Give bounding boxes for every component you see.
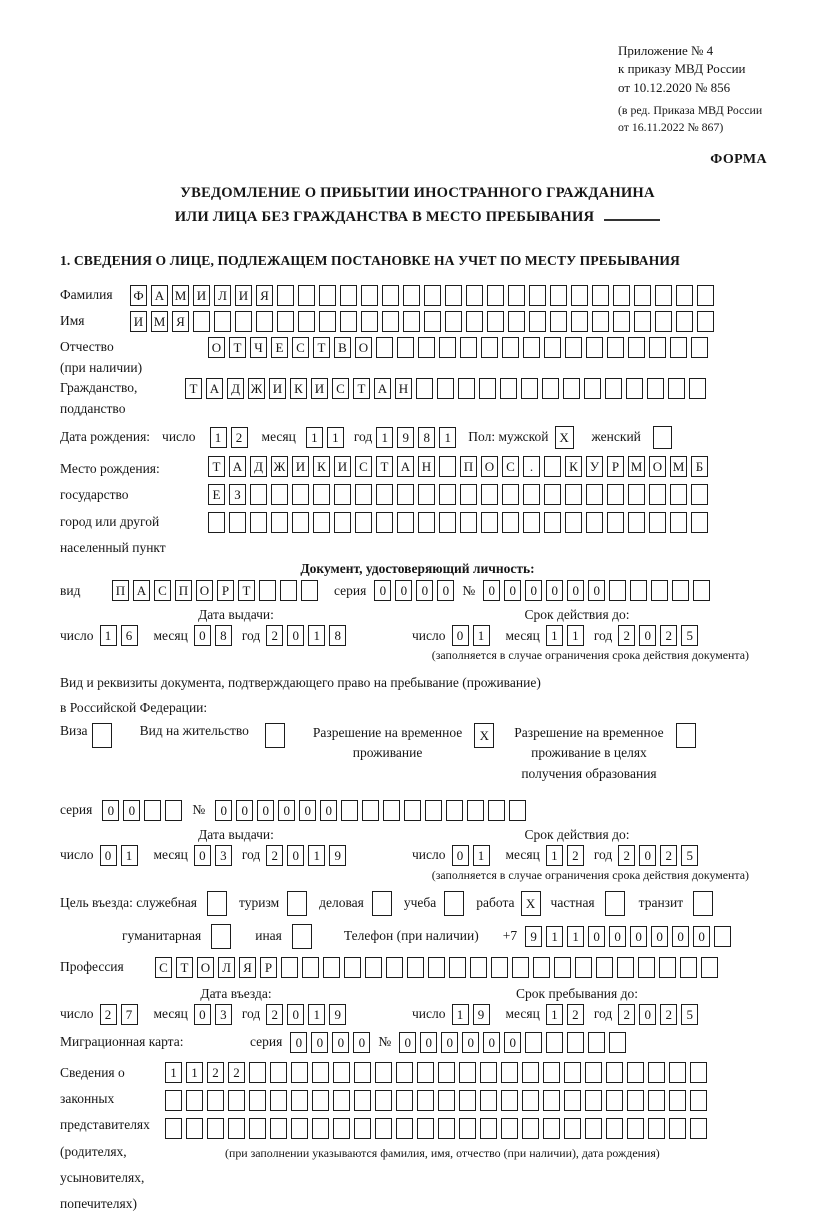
purpose-private-label: частная [550,895,595,911]
id-document-header: Документ, удостоверяющий личность: [300,561,535,577]
name-cells: И М Я [130,311,718,332]
day-label: число [412,627,446,643]
residence-permit-checkbox [265,723,289,748]
day-label: число [162,429,196,445]
purpose-private-checkbox [605,891,629,916]
entry-year-cells: 2 0 1 9 [266,1004,350,1025]
entry-month-cells: 0 3 [194,1004,236,1025]
purpose-transit-checkbox [693,891,717,916]
month-label: месяц [505,627,540,643]
doc-type-cells: П А С П О Р Т [112,580,322,601]
form-title-line2: ИЛИ ЛИЦА БЕЗ ГРАЖДАНСТВА В МЕСТО ПРЕБЫВАНИЯ [60,206,775,229]
purpose-study-checkbox [444,891,468,916]
day-label: число [412,1006,446,1022]
doc-validity-note: (заполняется в случае ограничения срока действия документа) [431,648,749,663]
sex-female-checkbox [653,426,676,449]
day-label: число [60,627,94,643]
birthplace-state-label: государство [60,487,129,503]
purpose-work-checkbox: X [521,891,545,916]
surname-label: Фамилия [60,287,113,303]
year-label: год [241,1006,261,1022]
representatives-label-line: (родителях, [60,1143,127,1159]
permit-issue-day-cells: 0 1 [100,845,142,866]
purpose-business-checkbox [372,891,396,916]
form-title [60,182,775,229]
representatives-note: (при заполнении указываются фамилия, имя, отчество (при наличии), дата рождения) [225,1145,660,1160]
patronymic-cells: О Т Ч Е С Т В О [208,337,712,358]
purpose-official-checkbox [207,891,231,916]
regulation-amendment-line: от 16.11.2022 № 867) [618,120,724,135]
permit-paragraph-line1: Вид и реквизиты документа, подтверждающего право на пребывание (проживание) [60,675,541,691]
sex-male-checkbox: X [555,426,578,449]
citizenship-cells: Т А Д Ж И К И С Т А Н [185,378,710,399]
permit-issue-month-cells: 0 3 [194,845,236,866]
purpose-work-label: работа [476,895,515,911]
representatives-label-line: законных [60,1091,115,1107]
name-label: Имя [60,313,85,329]
stay-year-cells: 2 0 2 5 [618,1004,702,1025]
permit-number-cells: 0 0 0 0 0 0 [215,800,530,821]
day-label: число [412,847,446,863]
birthplace-row1-cells: Т А Д Ж И К И С Т А Н П О С . К У Р М О М Б [208,456,712,477]
birthplace-row3-cells [208,512,712,533]
month-label: месяц [153,847,188,863]
month-label: месяц [153,1006,188,1022]
purpose-tourism-checkbox [287,891,311,916]
regulation-line: к приказу МВД России [618,61,746,77]
doc-issue-year-cells: 2 0 1 8 [266,625,350,646]
form-label: ФОРМА [710,152,767,168]
month-label: месяц [261,429,296,445]
permit-paragraph [60,671,775,721]
representatives-label-line: Сведения о [60,1064,125,1080]
year-label: год [593,1006,613,1022]
permit-exp-month-cells: 1 2 [546,845,588,866]
permit-exp-year-cells: 2 0 2 5 [618,845,702,866]
stay-month-cells: 1 2 [546,1004,588,1025]
title-blank-underline [604,207,660,221]
migcard-series-cells: 0 0 0 0 [290,1032,374,1053]
doc-kind-label: вид [60,582,81,598]
permit-issue-year-cells: 2 0 1 9 [266,845,350,866]
purpose-study-label: учеба [403,895,437,911]
doc-series-cells: 0 0 0 0 [374,580,458,601]
temp-residence-checkbox: X [474,723,498,748]
representatives-label-line: представителях [60,1117,150,1133]
visa-label: Виза [60,723,88,739]
phone-cells: 9 1 1 0 0 0 0 0 0 [525,926,735,947]
month-label: месяц [505,1006,540,1022]
month-label: месяц [505,847,540,863]
temp-residence-education-checkbox [676,723,700,748]
citizenship-label2: подданство [60,400,126,416]
regulation-header [618,42,838,136]
purpose-other-checkbox [292,924,316,949]
permit-number-label: № [192,802,206,818]
year-label: год [353,429,373,445]
doc-issue-month-cells: 0 8 [194,625,236,646]
doc-exp-year-cells: 2 0 2 5 [618,625,702,646]
purpose-other-label: иная [255,928,282,944]
permit-validity-note: (заполняется в случае ограничения срока действия документа) [431,867,749,882]
permit-paragraph-line2: в Российской Федерации: [60,700,208,716]
temp-residence-label: Разрешение на временное проживание [312,725,463,761]
stay-day-cells: 1 9 [452,1004,494,1025]
birthplace-row2-cells: Е З [208,484,712,505]
profession-cells: С Т О Л Я Р [155,957,722,978]
migcard-number-label: № [378,1034,392,1050]
day-label: число [60,1006,94,1022]
purpose-business-label: деловая [319,895,364,911]
birthplace-label-block [60,456,208,561]
birthplace-label: Место рождения: [60,460,160,476]
year-label: год [241,627,261,643]
representatives-label-line: попечителях) [60,1196,137,1212]
birthplace-city-label: город или другой [60,513,160,529]
doc-number-label: № [462,582,476,598]
doc-valid-until-label: Срок действия до: [524,607,630,623]
entry-purpose-label: Цель въезда: служебная [60,895,197,911]
doc-exp-month-cells: 1 1 [546,625,588,646]
birthplace-settlement-label: населенный пункт [60,539,166,555]
representatives-row2-cells [165,1090,711,1111]
temp-residence-education-label: Разрешение на временное проживание в целях получения образования [514,725,664,781]
phone-prefix: +7 [502,928,518,944]
birthplace-cell-rows [208,456,712,540]
stay-until-label: Срок пребывания до: [516,985,638,1001]
patronymic-label: Отчество [60,339,114,355]
permit-exp-day-cells: 0 1 [452,845,494,866]
visa-checkbox [92,723,116,748]
citizenship-label: Гражданство, [60,380,138,396]
form-title-line1: УВЕДОМЛЕНИЕ О ПРИБЫТИИ ИНОСТРАННОГО ГРАЖДАНИНА [180,185,655,202]
day-label: число [60,847,94,863]
purpose-transit-label: транзит [638,895,684,911]
permit-issue-date-label: Дата выдачи: [198,826,274,842]
representatives-cell-block [165,1060,711,1161]
birth-month-cells: 1 1 [306,427,348,448]
month-label: месяц [153,627,188,643]
sex-female-label: женский [591,429,641,445]
purpose-tourism-label: туризм [239,895,280,911]
year-label: год [593,627,613,643]
entry-day-cells: 2 7 [100,1004,142,1025]
purpose-humanitarian-checkbox [211,924,235,949]
sex-male-label: Пол: мужской [468,429,549,445]
regulation-amendment-line: (в ред. Приказа МВД России [618,103,763,118]
migcard-series-label: серия [250,1034,283,1050]
representatives-row1-cells: 1 1 2 2 [165,1062,711,1083]
doc-issue-date-label: Дата выдачи: [198,607,274,623]
migration-card-label: Миграционная карта: [60,1034,184,1050]
phone-label: Телефон (при наличии) [343,928,479,944]
residence-permit-label: Вид на жительство [139,723,249,739]
birth-year-cells: 1 9 8 1 [376,427,460,448]
migcard-number-cells: 0 0 0 0 0 0 [399,1032,630,1053]
representatives-row3-cells [165,1118,711,1139]
surname-cells: Ф А М И Л И Я [130,285,718,306]
section1-heading: 1. СВЕДЕНИЯ О ЛИЦЕ, ПОДЛЕЖАЩЕМ ПОСТАНОВКЕ НА УЧЕТ ПО МЕСТУ ПРЕБЫВАНИЯ [60,252,680,268]
profession-label: Профессия [60,959,124,975]
purpose-humanitarian-label: гуманитарная [122,928,202,944]
year-label: год [593,847,613,863]
representatives-label-line: усыновителях, [60,1170,145,1186]
year-label: год [241,847,261,863]
doc-exp-day-cells: 0 1 [452,625,494,646]
patronymic-if-any-label: (при наличии) [60,359,143,375]
regulation-line: Приложение № 4 [618,43,714,58]
representatives-label-block [60,1060,165,1218]
doc-series-label: серия [334,582,367,598]
permit-series-label: серия [60,802,93,818]
birth-day-cells: 1 2 [210,427,252,448]
doc-number-cells: 0 0 0 0 0 0 [483,580,714,601]
entry-date-label: Дата въезда: [200,985,272,1001]
doc-issue-day-cells: 1 6 [100,625,142,646]
permit-series-cells: 0 0 [102,800,186,821]
regulation-line: от 10.12.2020 № 856 [618,79,731,95]
birthdate-label: Дата рождения: [60,429,151,445]
permit-valid-until-label: Срок действия до: [524,826,630,842]
